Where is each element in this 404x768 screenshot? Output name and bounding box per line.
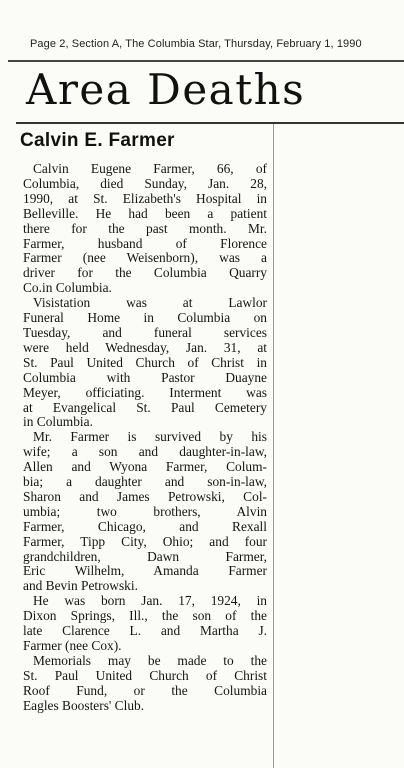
obituary-line: Eric Wilhelm, Amanda Farmer bbox=[23, 563, 267, 579]
obituary-line: Sharon and James Petrowski, Col- bbox=[23, 488, 267, 504]
obituary-body bbox=[23, 162, 267, 714]
obituary-line: Co.in Columbia. bbox=[23, 280, 112, 296]
obituary-line: St. Paul United Church of Christ in bbox=[23, 354, 267, 370]
obituary-line: there for the past month. Mr. bbox=[23, 220, 267, 236]
obituary-line: Farmer, husband of Florence bbox=[23, 235, 267, 251]
obituary-line: 1990, at St. Elizabeth's Hospital in bbox=[23, 190, 267, 206]
obituary-line: Farmer (nee Weisenborn), was a bbox=[23, 250, 267, 266]
obituary-line: Dixon Springs, Ill., the son of the bbox=[23, 608, 267, 624]
obituary-line: at Evangelical St. Paul Cemetery bbox=[23, 399, 267, 415]
obituary-line: were held Wednesday, Jan. 31, at bbox=[23, 339, 267, 355]
obituary-line: grandchildren, Dawn Farmer, bbox=[23, 548, 267, 564]
obituary-line: Tuesday, and funeral services bbox=[23, 324, 267, 340]
obituary-paragraph bbox=[23, 594, 267, 654]
obituary-paragraph bbox=[23, 430, 267, 594]
obituary-line: Roof Fund, or the Columbia bbox=[23, 682, 267, 698]
obituary-paragraph bbox=[23, 162, 267, 296]
obituary-line: Eagles Boosters' Club. bbox=[23, 697, 145, 713]
obituary-line: bia; a daughter and son-in-law, bbox=[23, 474, 267, 490]
obituary-line: late Clarence L. and Martha J. bbox=[23, 623, 267, 639]
obituary-line: wife; a son and daughter-in-law, bbox=[23, 444, 267, 460]
obituary-line: driver for the Columbia Quarry bbox=[23, 265, 267, 281]
obituary-line: Farmer (nee Cox). bbox=[23, 638, 122, 653]
obituary-line: Meyer, officiating. Interment was bbox=[23, 384, 267, 400]
obituary-line: Columbia, died Sunday, Jan. 28, bbox=[23, 175, 267, 191]
column-divider bbox=[273, 124, 274, 768]
obituary-name-heading: Calvin E. Farmer bbox=[20, 130, 175, 151]
obituary-paragraph bbox=[23, 654, 267, 714]
obituary-line: Farmer, Chicago, and Rexall bbox=[23, 518, 267, 534]
title-rule bbox=[16, 122, 404, 124]
page-dateline: Page 2, Section A, The Columbia Star, Thursday, February 1, 1990 bbox=[30, 38, 362, 50]
obituary-line: St. Paul United Church of Christ bbox=[23, 667, 267, 683]
obituary-line: Columbia with Pastor Duayne bbox=[23, 369, 267, 385]
obituary-line: Belleville. He had been a patient bbox=[23, 205, 267, 221]
obituary-line: in Columbia. bbox=[23, 414, 93, 430]
obituary-line: umbia; two brothers, Alvin bbox=[23, 503, 267, 519]
obituary-line: and Bevin Petrowski. bbox=[23, 578, 138, 594]
obituary-line: Mr. Farmer is survived by his bbox=[33, 429, 267, 445]
obituary-line: Calvin Eugene Farmer, 66, of bbox=[33, 161, 267, 176]
obituary-line: Funeral Home in Columbia on bbox=[23, 310, 267, 326]
header-rule bbox=[8, 60, 404, 62]
obituary-line: Farmer, Tipp City, Ohio; and four bbox=[23, 533, 267, 549]
obituary-line: Allen and Wyona Farmer, Colum- bbox=[23, 459, 267, 475]
obituary-paragraph bbox=[23, 296, 267, 430]
obituary-line: Memorials may be made to the bbox=[33, 652, 267, 668]
obituary-line: He was born Jan. 17, 1924, in bbox=[33, 593, 267, 609]
section-title: Area Deaths bbox=[26, 65, 306, 114]
obituary-line: Visistation was at Lawlor bbox=[33, 295, 267, 311]
